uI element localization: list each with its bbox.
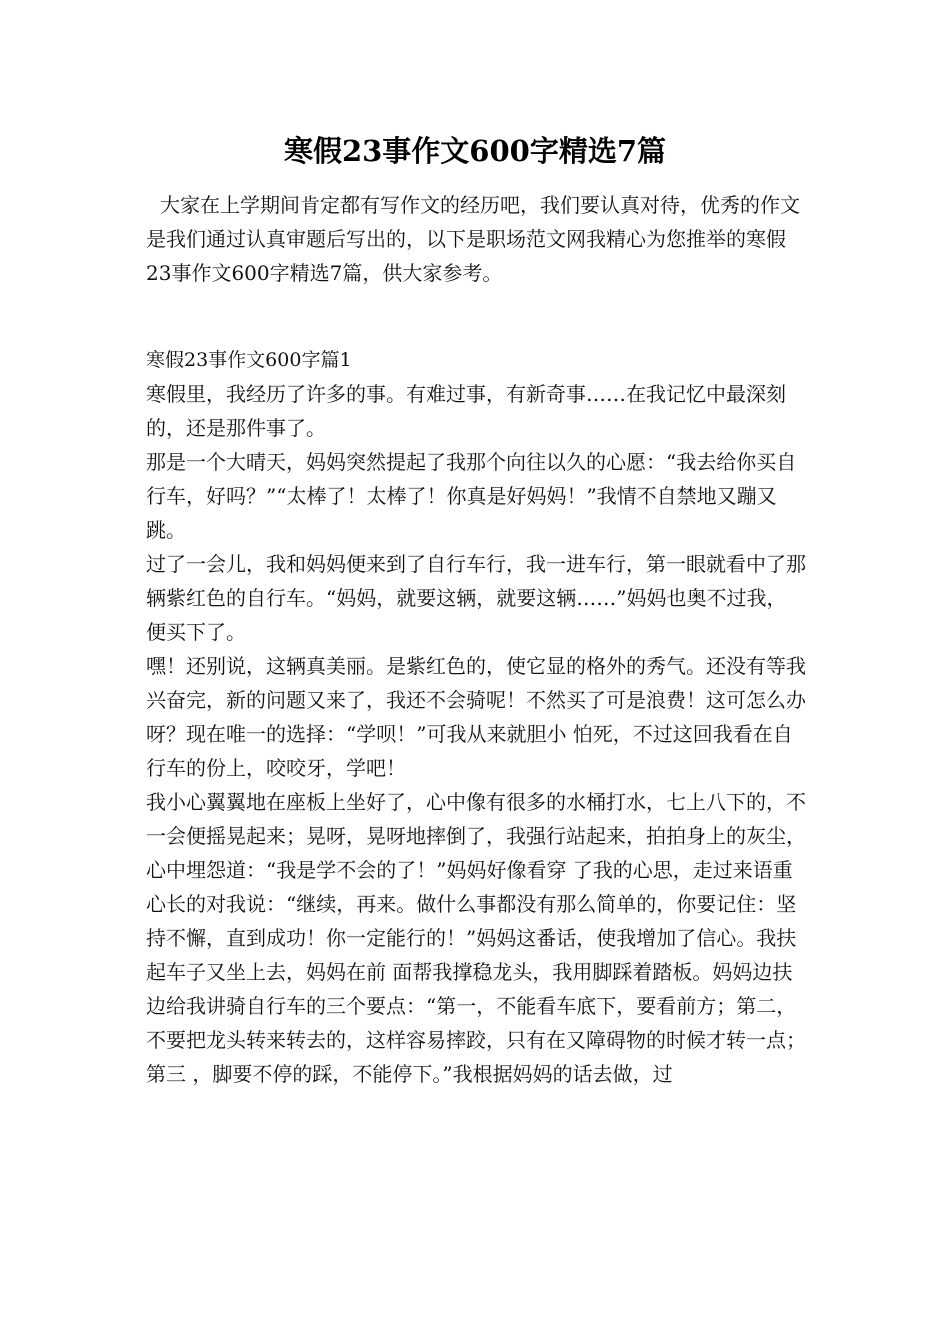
paragraph-spacer <box>146 290 806 343</box>
document-body <box>146 188 806 1091</box>
body-paragraph-1: 寒假里，我经历了许多的事。有难过事，有新奇事……在我记忆中最深刻的，还是那件事了。 <box>146 382 786 440</box>
body-paragraph-5: 我小心翼翼地在座板上坐好了，心中像有很多的水桶打水，七上八下的，不一会便摇晃起来；晃呀，晃呀地摔倒了，我强行站起来，拍拍身上的灰尘，心中埋怨道：“我是学不会的了！”妈妈好像看穿 了我的心思，走过来语重心长的对我说：“继续，再来。做什么事都没有那么简单的，你要记住：坚持不懈，直到成功！你一定能行的！”妈妈这番话，使我增加了信心。我扶起车子又坐上去，妈妈在前 面帮我撑稳龙头，我用脚踩着踏板。妈妈边扶边给我讲骑自行车的三个要点：“第一，不能看车底下，要看前方；第二，不要把龙头转来转去的，这样容易摔跤，只有在又障碍物的时候才转一点；第三 ，脚要不停的踩，不能停下。”我根据妈妈的话去做，过 <box>146 790 806 1086</box>
section-heading: 寒假23事作文600字篇1 <box>146 349 352 371</box>
body-paragraph-2: 那是一个大晴天，妈妈突然提起了我那个向往以久的心愿：“我去给你买自行车，好吗？”“太棒了！太棒了！你真是好妈妈！”我情不自禁地又蹦又跳。 <box>146 450 797 542</box>
document-title: 寒假23事作文600字精选7篇 <box>283 134 667 168</box>
body-paragraph-4: 嘿！还别说，这辆真美丽。是紫红色的，使它显的格外的秀气。还没有等我兴奋完，新的问题又来了，我还不会骑呢！不然买了可是浪费！这可怎么办呀？现在唯一的选择：“学呗！”可我从来就胆小 怕死，不过这回我看在自行车的份上，咬咬牙，学吧！ <box>146 654 806 780</box>
intro-paragraph: 大家在上学期间肯定都有写作文的经历吧，我们要认真对待，优秀的作文是我们通过认真审题后写出的，以下是职场范文网我精心为您推举的寒假23事作文600字精选7篇，供大家参考。 <box>146 193 800 285</box>
body-paragraph-3: 过了一会儿，我和妈妈便来到了自行车行，我一进车行，第一眼就看中了那辆紫红色的自行车。“妈妈，就要这辆，就要这辆……”妈妈也奥不过我，便买下了。 <box>146 552 806 644</box>
